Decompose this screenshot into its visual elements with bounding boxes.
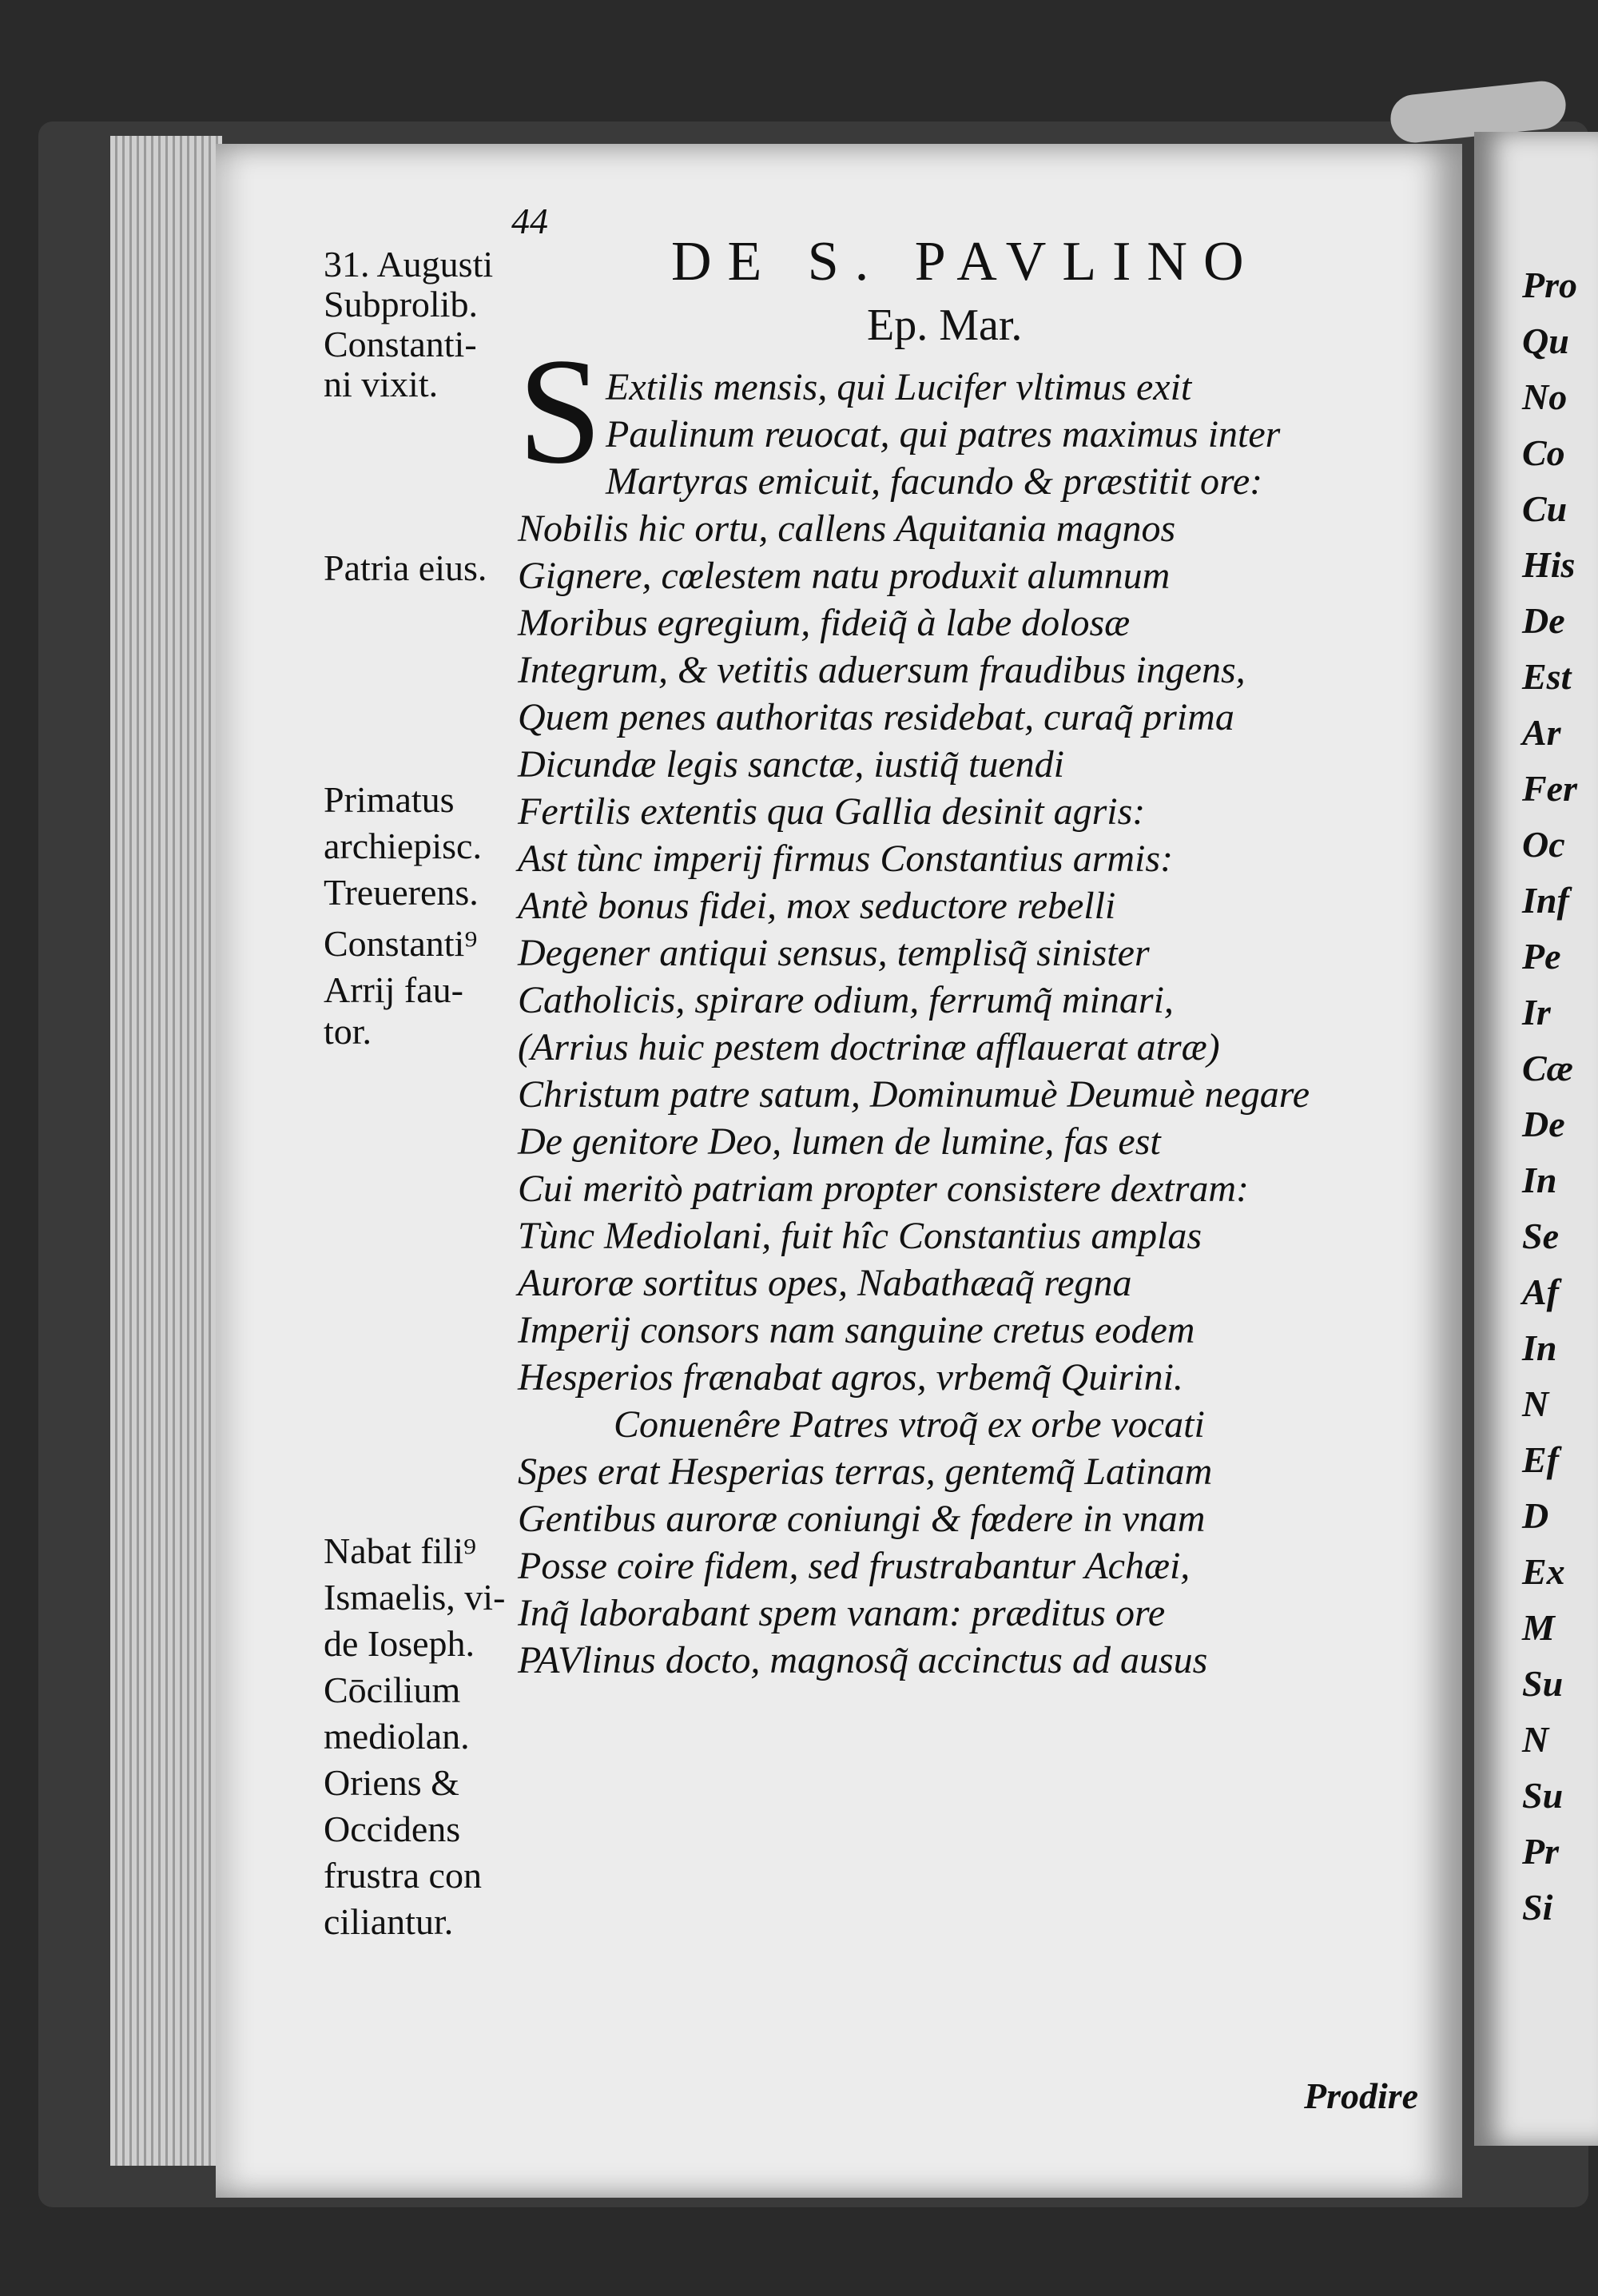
margin-note: de Ioseph. (324, 1623, 475, 1664)
margin-note: mediolan. (324, 1716, 470, 1757)
sub-head: Ep. Mar. (867, 300, 1023, 350)
running-head: DE S. PAVLINO (671, 231, 1260, 292)
verse-line: Gignere, cœlestem natu produxit alumnum (518, 555, 1171, 597)
right-page-fragment: In (1522, 1327, 1557, 1368)
margin-note: Nabat fili⁹ (324, 1530, 477, 1571)
right-page-fragment: M (1522, 1607, 1555, 1648)
right-page-fragment: No (1522, 376, 1568, 417)
margin-note: Subprolib. (324, 284, 478, 324)
right-page (1474, 132, 1598, 2146)
right-page-fragment: Su (1522, 1775, 1564, 1816)
page-edges (110, 136, 222, 2166)
verse-line: Imperij consors nam sanguine cretus eodem (518, 1309, 1195, 1351)
margin-note: Occidens (324, 1809, 461, 1849)
right-page-fragment: Su (1522, 1663, 1564, 1704)
right-page-fragment: D (1522, 1495, 1549, 1536)
right-page-fragment: Pro (1522, 265, 1577, 305)
right-page-fragment: Ar (1522, 712, 1561, 753)
verse-line: Posse coire fidem, sed frustrabantur Achæi, (518, 1545, 1191, 1587)
verse-block (518, 364, 1453, 1684)
verse-line: Fertilis extentis qua Gallia desinit agris: (518, 790, 1146, 833)
margin-note: Ismaelis, vi- (324, 1577, 506, 1618)
right-page-fragment: Cu (1522, 488, 1568, 529)
right-page-fragment: In (1522, 1160, 1557, 1200)
margin-note: archiepisc. (324, 826, 482, 866)
right-page-fragment: Est (1522, 656, 1572, 697)
margin-note: Constanti⁹ (324, 923, 478, 964)
right-page-fragment: Pr (1522, 1831, 1559, 1872)
right-page-fragment: N (1522, 1383, 1549, 1424)
verse-line: Tùnc Mediolani, fuit hîc Constantius amplas (518, 1215, 1202, 1257)
margin-note: Oriens & (324, 1762, 459, 1803)
right-page-fragment: Se (1522, 1216, 1559, 1256)
verse-line: Hesperios frænabat agros, vrbemq̃ Quirini. (518, 1356, 1183, 1399)
margin-note: Primatus (324, 779, 455, 820)
margin-note: ni vixit. (324, 364, 439, 404)
verse-line: Gentibus auroræ coniungi & fœdere in vnam (518, 1498, 1206, 1540)
verse-line: Martyras emicuit, facundo & præstitit ore: (606, 460, 1263, 503)
margin-note: Arrij fau- (324, 969, 463, 1010)
verse-line: Auroræ sortitus opes, Nabathæaq̃ regna (518, 1262, 1132, 1304)
verse-line: Ast tùnc imperij firmus Constantius armis: (518, 838, 1174, 880)
right-page-fragment: Qu (1522, 320, 1569, 361)
margin-note: Treuerens. (324, 872, 479, 913)
verse-line: Antè bonus fidei, mox seductore rebelli (518, 885, 1116, 927)
right-page-fragment: Co (1522, 432, 1565, 473)
margin-note: 31. Augusti (324, 244, 494, 285)
verse-line: Nobilis hic ortu, callens Aquitania magnos (518, 507, 1176, 550)
margin-note: Cōcilium (324, 1669, 461, 1710)
verse-line: Quem penes authoritas residebat, curaq̃ prima (518, 696, 1234, 738)
right-page-fragment: Pe (1522, 936, 1561, 977)
right-page-fragment: Oc (1522, 824, 1565, 865)
verse-line: De genitore Deo, lumen de lumine, fas est (518, 1120, 1161, 1163)
verse-line: Cui meritò patriam propter consistere dextram: (518, 1168, 1250, 1210)
margin-note: Constanti- (324, 324, 477, 364)
margin-note: frustra con (324, 1855, 482, 1896)
margin-note: tor. (324, 1011, 372, 1052)
right-page-fragment: Ir (1522, 992, 1551, 1033)
verse-line: Christum patre satum, Dominumuè Deumuè negare (518, 1073, 1310, 1116)
verse-line: Moribus egregium, fideiq̃ à labe dolosæ (518, 602, 1131, 644)
verse-line: (Arrius huic pestem doctrinæ afflauerat atræ) (518, 1026, 1220, 1068)
verse-line: Catholicis, spirare odium, ferrumq̃ minari, (518, 979, 1174, 1021)
right-page-fragment: Ef (1522, 1439, 1559, 1480)
right-page-fragment: Af (1522, 1271, 1559, 1312)
verse-line: Degener antiqui sensus, templisq̃ sinister (518, 932, 1150, 974)
verse-line: Dicundæ legis sanctæ, iustiq̃ tuendi (518, 743, 1064, 786)
verse-line: Integrum, & vetitis aduersum fraudibus ingens, (518, 649, 1246, 691)
right-page-fragment: His (1522, 544, 1576, 585)
right-page-fragment: De (1522, 1104, 1565, 1144)
drop-capital: S (518, 328, 602, 495)
margin-note: Patria eius. (324, 547, 487, 588)
right-page-fragment: Ex (1522, 1551, 1565, 1592)
right-page-fragment: Si (1522, 1887, 1553, 1928)
right-page-fragment: Inf (1522, 880, 1569, 921)
verse-line: Paulinum reuocat, qui patres maximus inter (606, 413, 1281, 456)
right-page-fragment: Fer (1522, 768, 1577, 809)
page-number: 44 (511, 201, 548, 241)
right-page-fragment: Cæ (1522, 1048, 1573, 1088)
verse-line: Spes erat Hesperias terras, gentemq̃ Latinam (518, 1450, 1213, 1493)
catchword: Prodire (1304, 2075, 1419, 2116)
verse-line: PAVlinus docto, magnosq̃ accinctus ad ausus (518, 1639, 1208, 1681)
right-page-fragment: De (1522, 600, 1565, 641)
right-page-fragment: N (1522, 1719, 1549, 1760)
verse-line: Inq̃ laborabant spem vanam: præditus ore (518, 1592, 1166, 1634)
margin-note: ciliantur. (324, 1901, 454, 1942)
verse-line: Extilis mensis, qui Lucifer vltimus exit (606, 366, 1192, 408)
verse-line: Conuenêre Patres vtroq̃ ex orbe vocati (614, 1403, 1205, 1446)
